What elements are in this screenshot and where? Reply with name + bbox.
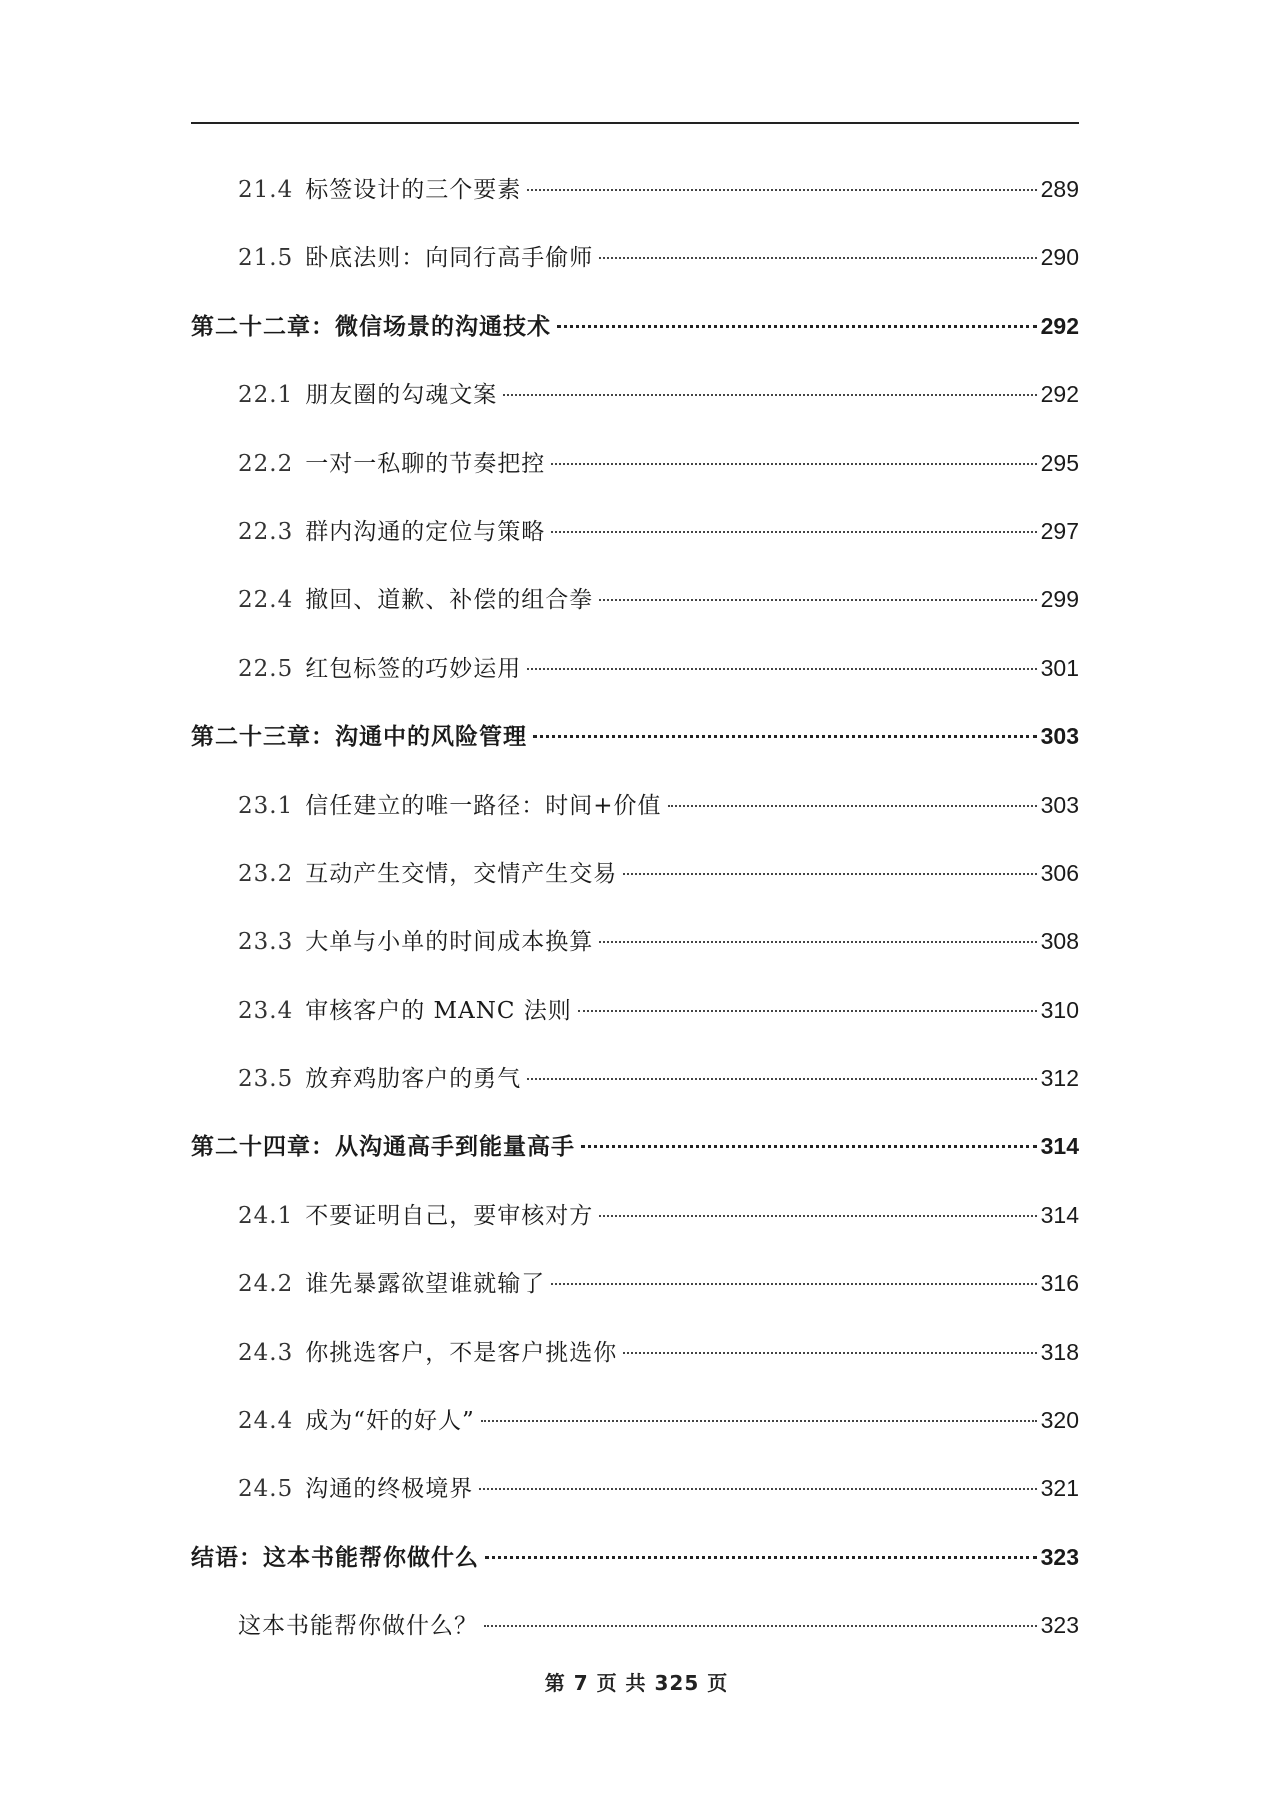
toc-entry-text: 卧底法则：向同行高手偷师 [305, 245, 594, 272]
toc-entry-title [238, 1045, 521, 1113]
toc-page-number: 312 [1040, 1065, 1079, 1092]
toc-entry-title [238, 1182, 593, 1250]
toc-entry-number: 24.2 [238, 1271, 294, 1298]
dot-leader [623, 873, 1036, 875]
dot-leader [479, 1488, 1036, 1490]
dot-leader [599, 599, 1036, 601]
toc-entry-text: 第二十四章：从沟通高手到能量高手 [191, 1134, 575, 1161]
toc-entry-text: 朋友圈的勾魂文案 [305, 382, 498, 409]
toc-entry-title [191, 1524, 479, 1592]
toc-entry-text: 这本书能帮你做什么？ [238, 1613, 478, 1640]
toc-page-number: 292 [1040, 381, 1079, 408]
toc-entry-number: 22.3 [238, 518, 294, 545]
toc-section-entry[interactable] [191, 360, 1079, 428]
toc-page-number: 303 [1040, 791, 1079, 818]
dot-leader [527, 668, 1036, 670]
toc-entry-title [238, 1387, 475, 1455]
toc-section-entry[interactable] [191, 976, 1079, 1044]
toc-entry-title [238, 977, 572, 1045]
toc-entry-number: 24.4 [238, 1408, 294, 1435]
dot-leader [599, 941, 1036, 943]
toc-page-number: 314 [1040, 1201, 1079, 1228]
toc-page-number: 299 [1040, 586, 1079, 613]
toc-entry-title [191, 703, 527, 771]
toc-entry-title [191, 1113, 575, 1181]
toc-section-entry[interactable] [191, 1591, 1079, 1659]
toc-page-number: 289 [1040, 176, 1079, 202]
toc-entry-text: 谁先暴露欲望谁就输了 [305, 1271, 546, 1298]
toc-section-entry[interactable] [191, 1181, 1079, 1249]
toc-entry-title [238, 772, 662, 840]
toc-entry-number: 22.2 [238, 450, 294, 477]
toc-entry-title [238, 1319, 617, 1387]
toc-section-entry[interactable] [191, 771, 1079, 839]
toc-entry-title [238, 361, 497, 429]
toc-section-entry[interactable] [191, 839, 1079, 907]
toc-section-entry[interactable] [191, 1044, 1079, 1112]
dot-leader [503, 394, 1036, 396]
dot-leader [578, 1010, 1037, 1012]
dot-leader [599, 257, 1036, 259]
dot-leader [481, 1420, 1037, 1422]
toc-page-number: 303 [1040, 723, 1079, 750]
toc-entry-title [238, 498, 545, 566]
toc-section-entry[interactable] [191, 223, 1079, 291]
toc-section-entry[interactable] [191, 634, 1079, 702]
toc-page-number: 320 [1040, 1407, 1079, 1434]
toc-entry-number: 24.3 [238, 1339, 294, 1366]
toc-entry-title [238, 156, 521, 224]
toc-page-number: 292 [1040, 312, 1079, 339]
toc-page-number: 297 [1040, 517, 1079, 544]
toc-entry-title [238, 1592, 478, 1660]
toc-chapter-entry[interactable] [191, 292, 1079, 360]
page-footer: 第 7 页 共 325 页 [544, 1671, 729, 1695]
dot-leader [551, 1283, 1036, 1285]
dot-leader [527, 1078, 1036, 1080]
toc-entry-number: 24.1 [238, 1202, 294, 1229]
toc-entry-text: 撤回、道歉、补偿的组合拳 [305, 587, 594, 614]
toc-entry-title [238, 1455, 473, 1523]
toc-entry-number: 23.2 [238, 860, 294, 887]
toc-page-number: 318 [1040, 1338, 1079, 1365]
toc-entry-text: 沟通的终极境界 [305, 1476, 474, 1503]
toc-page-number: 310 [1040, 996, 1079, 1023]
toc-page-number: 295 [1040, 449, 1079, 476]
toc-entry-text: 标签设计的三个要素 [305, 177, 522, 203]
toc-section-entry[interactable] [191, 1318, 1079, 1386]
toc-chapter-entry[interactable] [191, 1112, 1079, 1180]
dot-leader [551, 463, 1036, 465]
toc-entry-text: 结语：这本书能帮你做什么 [191, 1544, 479, 1571]
toc-entry-text: 你挑选客户，不是客户挑选你 [305, 1339, 618, 1366]
toc-entry-text: 第二十三章：沟通中的风险管理 [191, 724, 527, 751]
toc-section-entry[interactable] [191, 565, 1079, 633]
toc-section-entry[interactable] [191, 907, 1079, 975]
toc-page-number: 323 [1040, 1543, 1079, 1570]
toc-entry-number: 21.4 [238, 177, 294, 203]
toc-chapter-entry[interactable] [191, 702, 1079, 770]
toc-page-number: 314 [1040, 1133, 1079, 1160]
toc-entry-title [238, 1250, 545, 1318]
dot-leader [533, 735, 1037, 738]
toc-entry-title [238, 908, 593, 976]
toc-section-entry[interactable] [191, 497, 1079, 565]
dot-leader [484, 1625, 1037, 1627]
header-rule [191, 122, 1079, 124]
dot-leader [557, 325, 1037, 328]
toc-section-entry[interactable] [191, 1454, 1079, 1522]
toc-entry-number: 23.4 [238, 997, 294, 1024]
toc-entry-title [238, 566, 593, 634]
toc-entry-text: 信任建立的唯一路径：时间+价值 [305, 792, 662, 819]
toc-entry-text: 成为“奸的好人” [305, 1408, 475, 1435]
dot-leader [668, 805, 1037, 807]
toc-section-entry[interactable] [191, 1386, 1079, 1454]
toc-chapter-entry[interactable] [191, 1523, 1079, 1591]
toc-entry-text: 互动产生交情，交情产生交易 [305, 860, 618, 887]
toc-section-entry[interactable] [191, 155, 1079, 223]
dot-leader [485, 1556, 1037, 1559]
toc-entry-text: 放弃鸡肋客户的勇气 [305, 1066, 522, 1093]
toc-page-number: 308 [1040, 928, 1079, 955]
toc-entry-number: 24.5 [238, 1476, 294, 1503]
dot-leader [551, 531, 1036, 533]
toc-entry-number: 23.5 [238, 1066, 294, 1093]
toc-entry-text: 审核客户的 MANC 法则 [305, 997, 572, 1024]
toc-entry-number: 21.5 [238, 245, 294, 272]
toc-entry-number: 23.3 [238, 929, 294, 956]
toc-section-entry[interactable] [191, 429, 1079, 497]
dot-leader [599, 1215, 1036, 1217]
toc-entry-text: 红包标签的巧妙运用 [305, 655, 522, 682]
toc-page-number: 323 [1040, 1612, 1079, 1639]
dot-leader [581, 1145, 1037, 1148]
toc-entry-number: 23.1 [238, 792, 294, 819]
toc-entry-title [191, 293, 551, 361]
toc-entry-title [238, 840, 617, 908]
toc-page-number: 290 [1040, 244, 1079, 271]
toc-entry-title [238, 224, 593, 292]
dot-leader [527, 189, 1036, 191]
toc-entry-text: 一对一私聊的节奏把控 [305, 450, 546, 477]
toc-entry-title [238, 430, 545, 498]
toc-page-number: 316 [1040, 1270, 1079, 1297]
toc-entry-number: 22.5 [238, 655, 294, 682]
toc-entry-number: 22.1 [238, 382, 294, 409]
toc-entry-text: 群内沟通的定位与策略 [305, 518, 546, 545]
toc-page-number: 301 [1040, 654, 1079, 681]
toc-entry-text: 不要证明自己，要审核对方 [305, 1202, 594, 1229]
toc-entry-number: 22.4 [238, 587, 294, 614]
toc-page-number: 306 [1040, 859, 1079, 886]
toc-page-number: 321 [1040, 1475, 1079, 1502]
toc-entry-title [238, 635, 521, 703]
toc-entry-text: 大单与小单的时间成本换算 [305, 929, 594, 956]
toc-section-entry[interactable] [191, 1249, 1079, 1317]
dot-leader [623, 1352, 1036, 1354]
table-of-contents [191, 155, 1079, 1660]
toc-entry-text: 第二十二章：微信场景的沟通技术 [191, 313, 551, 340]
